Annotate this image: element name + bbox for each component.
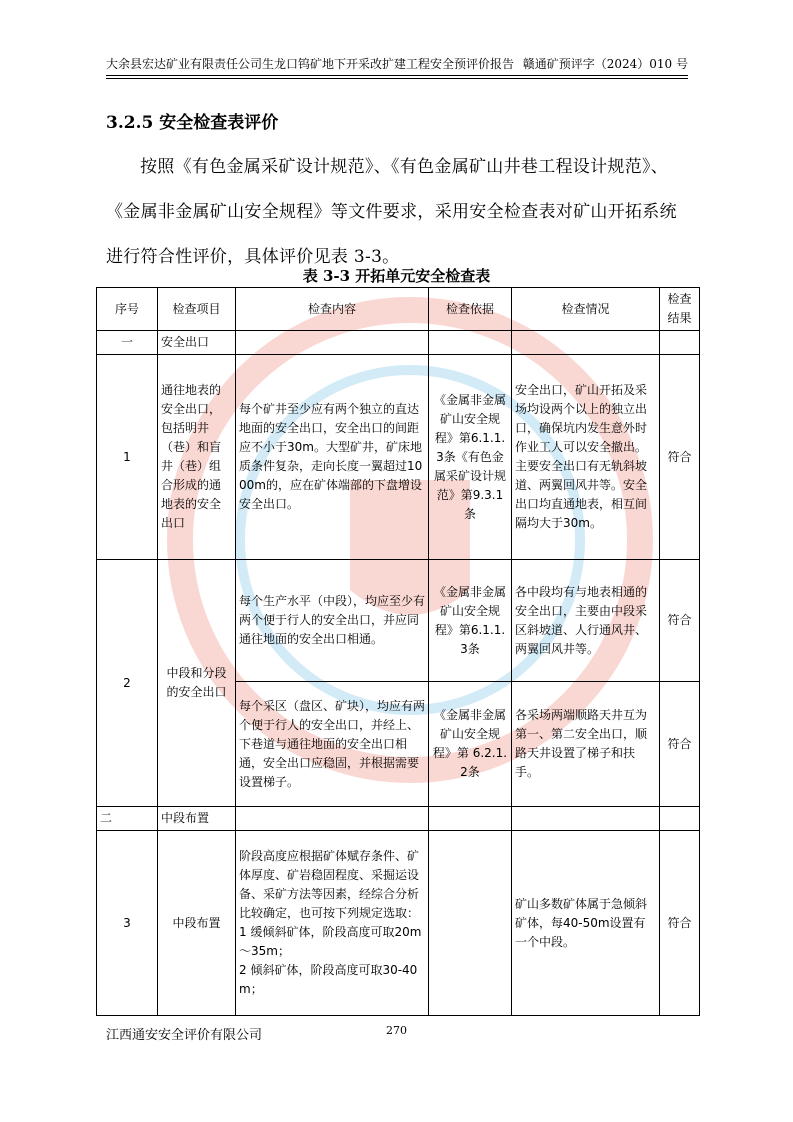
page-header: [106, 56, 688, 72]
row-situation: 安全出口，矿山开拓及采场均设两个以上的独立出口，确保坑内发生意外时作业工人可以安全撤出。主要安全出口有无轨斜坡道、两翼回风井等。安全出口均直通地表，相互间隔均大于30m。: [512, 355, 660, 560]
section-num: 一: [97, 331, 158, 355]
section-row: [97, 331, 700, 355]
row-num: 2: [97, 560, 158, 807]
header-item: 检查项目: [158, 288, 236, 331]
safety-check-table: [96, 287, 700, 1016]
header-rule-thick: [106, 75, 688, 76]
row-basis: 《金属非金属矿山安全规程》第 6.2.1.2条: [429, 682, 512, 807]
row-result: 符合: [660, 682, 700, 807]
row-content: 每个采区（盘区、矿块），均应有两个便于行人的安全出口，并经上、下巷道与通往地面的安全出口相通，安全出口应稳固，并根据需要设置梯子。: [236, 682, 429, 807]
header-basis: 检查依据: [429, 288, 512, 331]
row-result: 符合: [660, 831, 700, 1016]
row-content-line: 1 缓倾斜矿体，阶段高度可取20m～35m；: [239, 925, 422, 958]
row-situation: 矿山多数矿体属于急倾斜矿体，每40-50m设置有一个中段。: [512, 831, 660, 1016]
row-content: 每个生产水平（中段），均应至少有两个便于行人的安全出口，并应同通往地面的安全出口相通。: [236, 560, 429, 682]
row-result: 符合: [660, 355, 700, 560]
section-title: 3.2.5 安全检查表评价: [106, 113, 279, 133]
row-basis: [429, 831, 512, 1016]
section-title: 安全出口: [158, 331, 236, 355]
row-content: 每个矿井至少应有两个独立的直达地面的安全出口，安全出口的间距应不小于30m。大型矿井，矿床地质条件复杂，走向长度一翼超过1000m的，应在矿体端部的下盘增设安全出口。: [236, 355, 429, 560]
row-item: 中段和分段的安全出口: [158, 560, 236, 807]
header-report-title: 大余县宏达矿业有限责任公司生龙口钨矿地下开采改扩建工程安全预评价报告: [106, 57, 515, 71]
row-content-cell: [236, 831, 429, 1016]
row-result: 符合: [660, 560, 700, 682]
header-content: 检查内容: [236, 288, 429, 331]
row-item: 通往地表的安全出口，包括明井（巷）和盲井（巷）组合形成的通地表的安全出口: [158, 355, 236, 560]
row-basis: 《金属非金属矿山安全规程》第6.1.1.3条: [429, 560, 512, 682]
row-content: 阶段高度应根据矿体赋存条件、矿体厚度、矿岩稳固程度、采掘运设备、采矿方法等因素，经综合分析比较确定，也可按下列规定选取：: [239, 849, 420, 920]
header-num: 序号: [97, 288, 158, 331]
table-row: [97, 560, 700, 682]
header-rule-thin: [106, 78, 688, 79]
table-header-row: [97, 288, 700, 331]
row-item: 中段布置: [158, 831, 236, 1016]
table-caption: 表 3-3 开拓单元安全检查表: [302, 267, 491, 285]
row-num: 1: [97, 355, 158, 560]
table-row: [97, 355, 700, 560]
header-report-number: 赣通矿预评字（2024）010 号: [522, 57, 688, 71]
section-num: 二: [97, 807, 158, 831]
row-basis: 《金属非金属矿山安全规程》第6.1.1.3条《有色金属采矿设计规范》第9.3.1条: [429, 355, 512, 560]
row-situation: 各中段均有与地表相通的安全出口，主要由中段采区斜坡道、人行通风井、两翼回风井等。: [512, 560, 660, 682]
row-situation: 各采场两端顺路天井互为第一、第二安全出口，顺路天井设置了梯子和扶手。: [512, 682, 660, 807]
table-row: [97, 831, 700, 1016]
intro-paragraph: 按照《有色金属采矿设计规范》、《有色金属矿山井巷工程设计规范》、《金属非金属矿山安全规程》等文件要求，采用安全检查表对矿山开拓系统进行符合性评价，具体评价见表 3-3。: [106, 157, 677, 267]
row-num: 3: [97, 831, 158, 1016]
footer-company: 江西通安安全评价有限公司: [106, 1028, 263, 1043]
row-content-line: 2 倾斜矿体，阶段高度可取30-40m；: [239, 963, 418, 996]
header-situation: 检查情况: [512, 288, 660, 331]
page-number: 270: [386, 1024, 407, 1037]
section-row: [97, 807, 700, 831]
section-title: 中段布置: [158, 807, 236, 831]
header-result: 检查结果: [660, 288, 700, 331]
